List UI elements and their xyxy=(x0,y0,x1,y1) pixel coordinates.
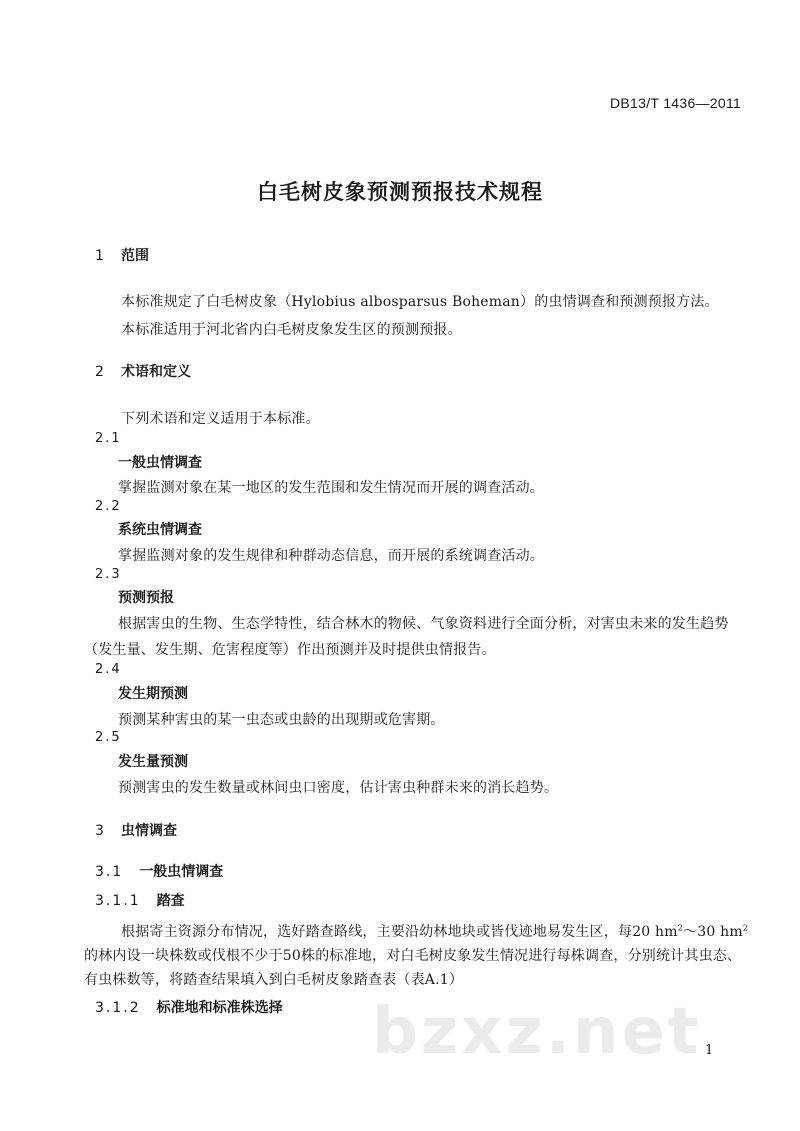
term-definition: 预测某种害虫的某一虫态或虫龄的出现期或危害期。 xyxy=(118,712,445,728)
term-definition: 根据害虫的生物、生态学特性，结合林木的物候、气象资料进行全面分析，对害虫未来的发生趋势 xyxy=(118,616,729,632)
paragraph-line: 的林内设一块株数或伐根不少于50株的标准地，对白毛树皮象发生情况进行每株调查，分别统计其虫态、 xyxy=(84,948,742,964)
term-name: 发生期预测 xyxy=(118,686,188,702)
section-3-heading xyxy=(95,820,177,840)
watermark: bzxz.net xyxy=(372,995,702,1069)
subsection-title: 一般虫情调查 xyxy=(139,864,224,880)
paragraph: 本标准适用于河北省内白毛树皮象发生区的预测预报。 xyxy=(121,322,462,338)
term-number: 2.3 xyxy=(95,567,122,582)
term-definition: （发生量、发生期、危害程度等）作出预测并及时提供虫情报告。 xyxy=(84,642,496,658)
term-number: 2.2 xyxy=(95,499,122,514)
section-title: 范围 xyxy=(121,248,149,264)
term-name: 发生量预测 xyxy=(118,754,188,770)
term-definition: 预测害虫的发生数量或林间虫口密度，估计害虫种群未来的消长趋势。 xyxy=(118,780,559,796)
subsection-number: 3.1 xyxy=(95,864,124,880)
term-definition: 掌握监测对象在某一地区的发生范围和发生情况而开展的调查活动。 xyxy=(118,480,544,496)
section-2-heading xyxy=(95,361,191,381)
paragraph: 根据寄主资源分布情况，选好踏查路线，主要沿幼林地块或皆伐迹地易发生区，每20 $hm^2\sim 30$ $hm^2$ xyxy=(121,923,749,940)
subsection-title: 踏查 xyxy=(156,893,185,909)
subsection-3-1-1-heading xyxy=(95,890,185,910)
term-definition: 掌握监测对象的发生规律和种群动态信息，而开展的系统调查活动。 xyxy=(118,548,544,564)
term-number: 2.1 xyxy=(95,431,122,446)
term-number: 2.5 xyxy=(95,730,122,745)
section-number: 2 xyxy=(95,364,104,380)
subsection-3-1-2-heading xyxy=(95,997,283,1017)
subsection-number: 3.1.2 xyxy=(95,1000,141,1016)
term-number: 2.4 xyxy=(95,662,122,677)
section-number: 3 xyxy=(95,823,104,839)
page-number: 1 xyxy=(705,1043,714,1058)
section-number: 1 xyxy=(95,248,104,264)
paragraph-line: 有虫株数等，将踏查结果填入到白毛树皮象踏查表（表A.1） xyxy=(84,972,464,988)
document-title: 白毛树皮象预测预报技术规程 xyxy=(257,180,543,204)
section-title: 虫情调查 xyxy=(121,823,177,839)
paragraph: 本标准规定了白毛树皮象（Hylobius albosparsus Boheman）的虫情调查和预测预报方法。 xyxy=(121,294,719,310)
section-1-heading xyxy=(95,245,149,265)
standard-code: DB13/T 1436—2011 xyxy=(610,95,742,111)
section-title: 术语和定义 xyxy=(121,364,191,380)
term-name: 系统虫情调查 xyxy=(118,522,202,538)
subsection-3-1-heading xyxy=(95,861,223,881)
term-name: 一般虫情调查 xyxy=(118,455,202,471)
subsection-number: 3.1.1 xyxy=(95,893,141,909)
paragraph: 下列术语和定义适用于本标准。 xyxy=(121,411,320,427)
subsection-title: 标准地和标准株选择 xyxy=(156,1000,283,1016)
term-name: 预测预报 xyxy=(118,590,174,606)
